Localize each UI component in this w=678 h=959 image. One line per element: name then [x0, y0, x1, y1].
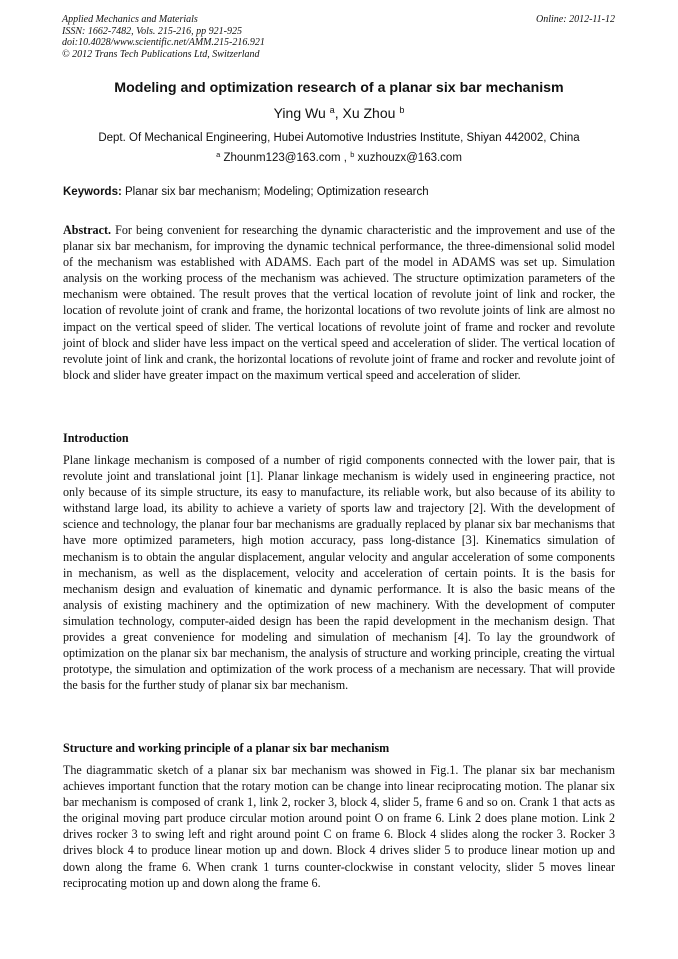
online-date: Online: 2012-11-12	[536, 14, 615, 25]
author-1-mark: a	[329, 105, 335, 115]
section-body-structure: The diagrammatic sketch of a planar six bar mechanism was showed in Fig.1. The planar six bar mechanism achieves important function that the rotary motion can be change into linear reciprocating motion. The planar six bar mechanism is composed of crank 1, link 2, rocker 3, block 4, slider 5, frame 6 and so on. Crank 1 that acts as the original moving part produce circular motion around point O on frame 6. Link 2 does plane motion. Link 2 drives rocker 3 to swing left and right around point C on frame 6. Block 4 slides along the rocker 3. Rocker 3 drives block 4 to produce linear motion up and down. Block 4 drives slider 5 to produce linear motion up and down along the frame 6. When crank 1 turns counter-clockwise in constant velocity, slider 5 moves linear reciprocating motion up and down along the frame 6.	[63, 763, 615, 890]
journal-name: Applied Mechanics and Materials	[62, 14, 198, 25]
section-body-introduction: Plane linkage mechanism is composed of a number of rigid components connected with the lower pair, that is revolute joint and translational joint [1]. Planar linkage mechanism is widely used in engineering practice, not only because of its simple structure, its easy to manufacture, its reliable work, but also because of its ability to withstand large load, its ability to achieve a variety of sports law and trajectory [2]. With the development of science and technology, the planar four bar mechanisms are gradually replaced by planar six bar mechanisms that have more optimized parameters, high motion accuracy, pass long-distance [3]. Kinematics simulation of mechanism is to obtain the angular displacement, angular velocity and angular acceleration of some components in mechanism, as well as the displacement, velocity and acceleration of certain points. It is the basis for mechanism design and evaluation of kinematic and dynamic performance. It is also the basic means of the analysis of existing machinery and the optimization of new machinery. With the development of computer simulation technology, computer-aided design has been the rapid development in the mechanism design. That provides a great convenience for modeling and simulation of mechanism [4]. To lay the groundwork of optimization on the planar six bar mechanism, the analysis of structure and working principle, creating the virtual prototype, the simulation and optimization of the work process of a mechanism are necessary. That will provide the basis for the further study of planar six bar mechanism.	[63, 453, 615, 693]
keywords-label: Keywords:	[63, 186, 122, 198]
author-line	[40, 105, 638, 121]
email-1: Zhounm123@163.com	[223, 152, 341, 164]
keywords-text: Planar six bar mechanism; Modeling; Optimization research	[125, 186, 429, 198]
author-2: Xu Zhou	[342, 105, 396, 121]
abstract-text: For being convenient for researching the dynamic characteristic and the improvement and use of the planar six bar mechanism, for improving the dynamic technical performance, the three-dimensional solid model of the mechanism was established with ADAMS. Each part of the model in ADAMS was set up. Simulation analysis on the working process of the mechanism was achieved. The structure optimization parameters of the mechanism were obtained. The result proves that the vertical location of revolute joint of link and rocker, the location of revolute joint of crank and frame, the horizontal locations of two revolute joints of link are almost no impact on the vertical speed of slider. The vertical locations of revolute joint of frame and rocker and revolute joint of block and slider have less impact on the vertical speed and acceleration of slider. The vertical location of revolute joint of link and crank, the horizontal locations of revolute joint of frame and rocker and revolute joint of block and slider have greater impact on the maximum vertical speed and acceleration of slider.	[63, 223, 615, 382]
email-1-mark: a	[216, 149, 221, 159]
keywords	[63, 186, 429, 198]
abstract-label: Abstract.	[63, 223, 112, 237]
section-heading-structure: Structure and working principle of a planar six bar mechanism	[63, 741, 390, 755]
doi-line: doi:10.4028/www.scientific.net/AMM.215-216.921	[62, 37, 265, 48]
email-2-mark: b	[350, 149, 355, 159]
author-1: Ying Wu	[273, 105, 326, 121]
author-2-mark: b	[399, 105, 405, 115]
email-2: xuzhouzx@163.com	[357, 152, 462, 164]
email-line	[40, 149, 638, 164]
author-separator: ,	[334, 105, 343, 121]
paper-title: Modeling and optimization research of a planar six bar mechanism	[114, 80, 564, 96]
abstract	[63, 222, 615, 383]
copyright-line: © 2012 Trans Tech Publications Ltd, Switzerland	[62, 48, 260, 60]
journal-header	[62, 14, 265, 60]
issn-line: ISSN: 1662-7482, Vols. 215-216, pp 921-925	[62, 25, 242, 37]
affiliation: Dept. Of Mechanical Engineering, Hubei Automotive Industries Institute, Shiyan 442002, China	[98, 132, 580, 144]
section-heading-introduction: Introduction	[63, 431, 129, 445]
email-separator: ,	[340, 152, 351, 164]
